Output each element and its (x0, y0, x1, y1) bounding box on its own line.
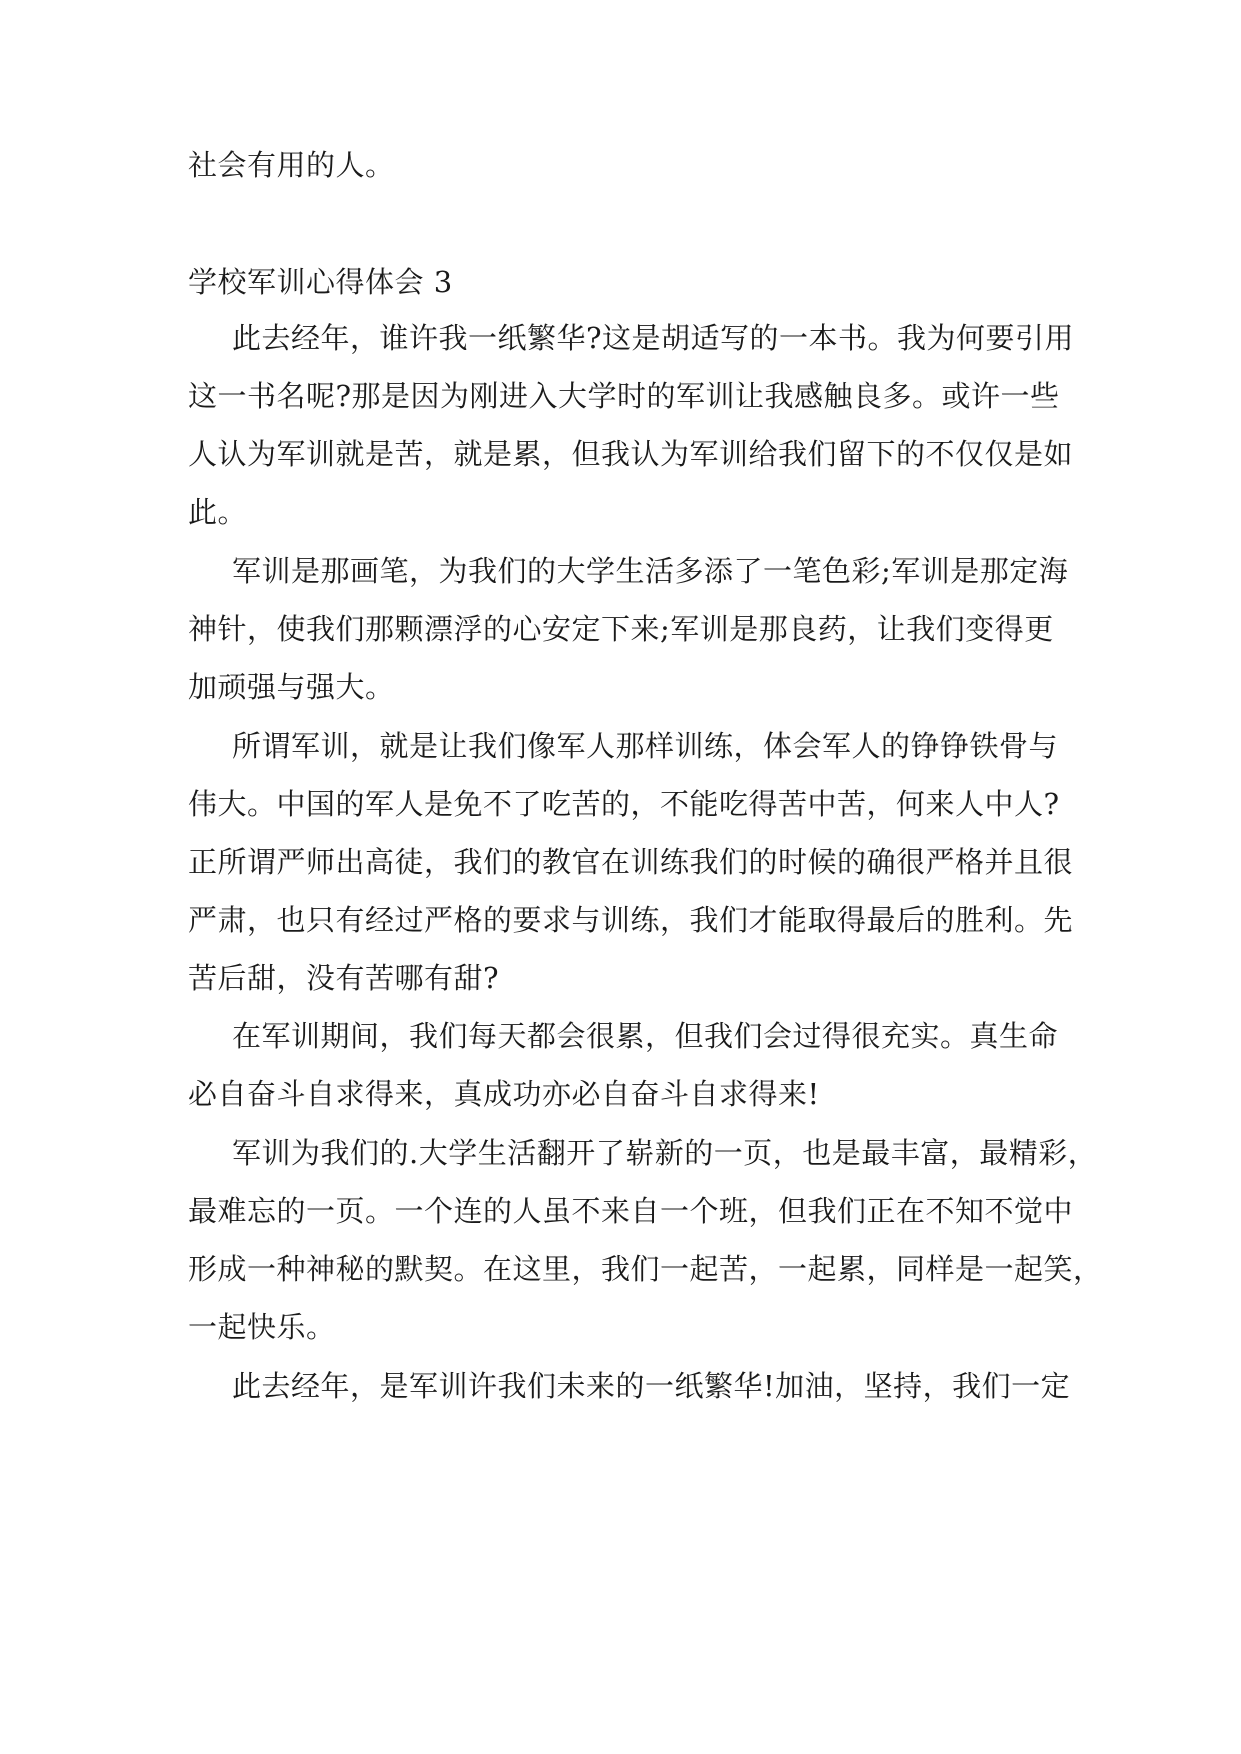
paragraph-line: 必自奋斗自求得来，真成功亦必自奋斗自求得来! (188, 1077, 820, 1111)
paragraph-line: 所谓军训，就是让我们像军人那样训练，体会军人的铮铮铁骨与 (232, 729, 1059, 763)
section-heading: 学校军训心得体会 3 (188, 265, 453, 299)
paragraph-line: 此去经年，谁许我一纸繁华?这是胡适写的一本书。我为何要引用 (232, 321, 1075, 355)
paragraph-line: 在军训期间，我们每天都会很累，但我们会过得很充实。真生命 (232, 1019, 1059, 1053)
paragraph-line: 此。 (188, 495, 248, 529)
paragraph-line: 一起快乐。 (188, 1310, 336, 1344)
text-line: 社会有用的人。 (188, 148, 395, 182)
paragraph-line: 严肃，也只有经过严格的要求与训练，我们才能取得最后的胜利。先 (188, 903, 1074, 937)
paragraph-line: 伟大。中国的军人是免不了吃苦的，不能吃得苦中苦，何来人中人? (188, 787, 1060, 821)
paragraph-line: 神针，使我们那颗漂浮的心安定下来;军训是那良药，让我们变得更 (188, 612, 1054, 646)
paragraph-line: 最难忘的一页。一个连的人虽不来自一个班，但我们正在不知不觉中 (188, 1194, 1074, 1228)
paragraph-line: 这一书名呢?那是因为刚进入大学时的军训让我感触良多。或许一些 (188, 379, 1060, 413)
paragraph-line: 军训为我们的.大学生活翻开了崭新的一页，也是最丰富，最精彩， (232, 1136, 1098, 1170)
paragraph-line: 苦后甜，没有苦哪有甜? (188, 961, 500, 995)
paragraph-line: 人认为军训就是苦，就是累，但我认为军训给我们留下的不仅仅是如 (188, 437, 1074, 471)
paragraph-line: 军训是那画笔，为我们的大学生活多添了一笔色彩;军训是那定海 (232, 554, 1069, 588)
paragraph-line: 正所谓严师出高徒，我们的教官在训练我们的时候的确很严格并且很 (188, 845, 1074, 879)
paragraph-line: 此去经年，是军训许我们未来的一纸繁华!加油，坚持，我们一定 (232, 1369, 1071, 1403)
paragraph-line: 加顽强与强大。 (188, 670, 395, 704)
paragraph-line: 形成一种神秘的默契。在这里，我们一起苦，一起累，同样是一起笑， (188, 1252, 1103, 1286)
